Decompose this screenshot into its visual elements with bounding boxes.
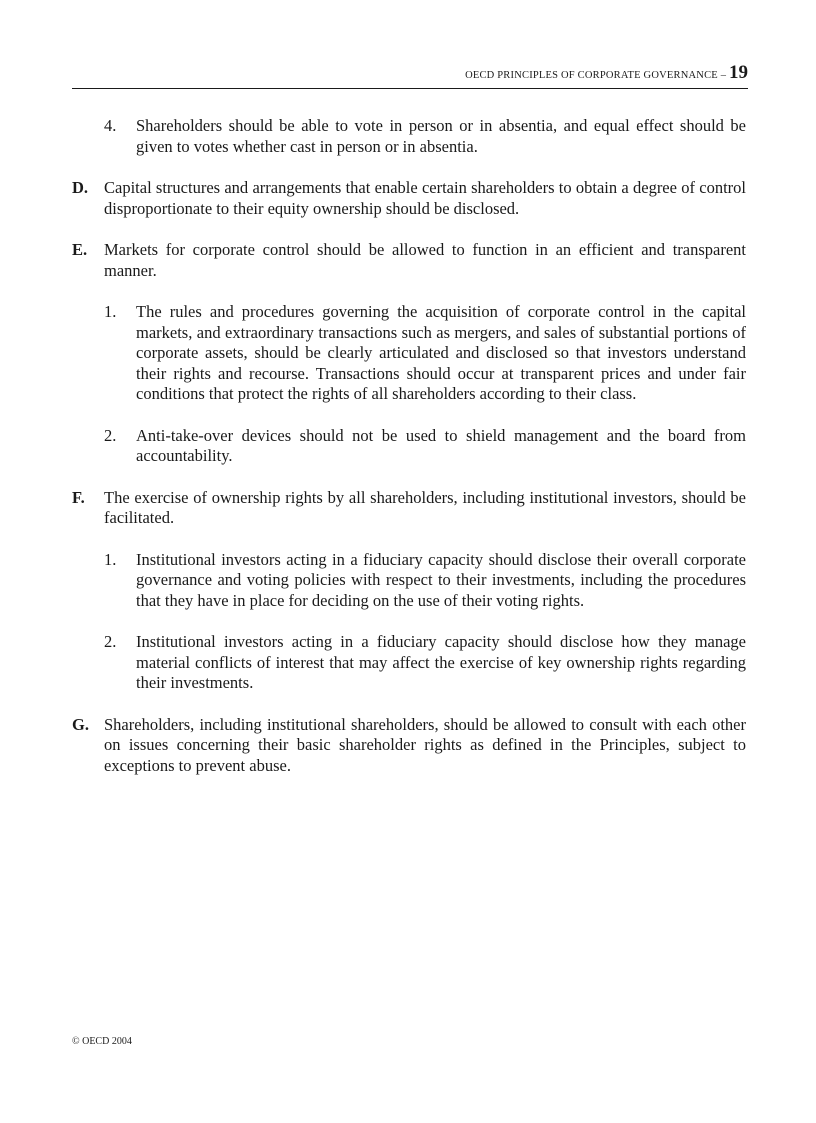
item-marker: 2. bbox=[104, 632, 117, 651]
running-header bbox=[72, 62, 748, 89]
page-body bbox=[72, 116, 746, 776]
section-marker: G. bbox=[72, 714, 89, 734]
item-text: Institutional investors acting in a fiduciary capacity should disclose how they manage material conflicts of interest that may affect the exercise of key ownership rights regarding their investments. bbox=[136, 632, 746, 692]
item-e-2 bbox=[104, 426, 746, 467]
item-f-1 bbox=[104, 550, 746, 612]
item-text: Shareholders should be able to vote in person or in absentia, and equal effect should be given to votes whether cast in person or in absentia. bbox=[136, 116, 746, 156]
item-text: The rules and procedures governing the acquisition of corporate control in the capital markets, and extraordinary transactions such as mergers, and sales of substantial portions of corporate assets, should be clearly articulated and disclosed so that investors understand their rights and recourse. Transactions should occur at transparent prices and under fair conditions that protect the rights of all shareholders according to their class. bbox=[136, 302, 746, 403]
item-marker: 1. bbox=[104, 302, 117, 321]
section-text: Markets for corporate control should be allowed to function in an efficient and transparent manner. bbox=[104, 240, 746, 280]
section-text: The exercise of ownership rights by all shareholders, including institutional investors, should be facilitated. bbox=[104, 487, 746, 527]
item-text: Institutional investors acting in a fiduciary capacity should disclose their overall corporate governance and voting policies with respect to their investments, including the procedures that they have in place for deciding on the use of their voting rights. bbox=[136, 549, 746, 610]
item-f-2 bbox=[104, 632, 746, 694]
section-marker: E. bbox=[72, 240, 88, 259]
section-text: Shareholders, including institutional shareholders, should be allowed to consult with each other on issues concerning their basic shareholder rights as defined in the Principles, subject to exceptions to prevent abuse. bbox=[104, 714, 746, 775]
copyright-footer: © OECD 2004 bbox=[72, 1036, 132, 1047]
section-g bbox=[72, 715, 746, 777]
section-text: Capital structures and arrangements that enable certain shareholders to obtain a degree of control disproportionate to their equity ownership should be disclosed. bbox=[104, 178, 746, 218]
item-marker: 4. bbox=[104, 116, 117, 135]
item-text: Anti-take-over devices should not be used to shield management and the board from accountability. bbox=[136, 425, 746, 465]
item-marker: 1. bbox=[104, 549, 117, 569]
item-marker: 2. bbox=[104, 425, 117, 445]
section-marker: D. bbox=[72, 178, 89, 197]
header-title: OECD PRINCIPLES OF CORPORATE GOVERNANCE – bbox=[465, 70, 729, 81]
section-d bbox=[72, 178, 746, 219]
section-f bbox=[72, 488, 746, 529]
section-marker: F. bbox=[72, 487, 85, 507]
item-e-1 bbox=[104, 302, 746, 405]
page-number: 19 bbox=[729, 62, 748, 83]
section-e bbox=[72, 240, 746, 281]
item-d-4 bbox=[104, 116, 746, 157]
